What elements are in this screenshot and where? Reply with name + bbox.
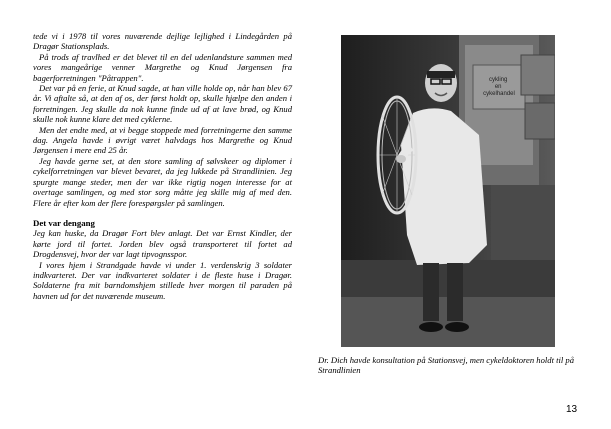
- paragraph-1: tede vi i 1978 til vores nuværende dejlige lejlighed i Lindegården på Dragør Stationsplads.: [33, 31, 292, 52]
- paragraph-3: Det var på en ferie, at Knud sagde, at han ville holde op, når han blev 67 år. Vi aftalte så, at den af os, der først holdt op, skulle hjælpe den anden i forretningen. Jeg skulle da nok kunne finde ud af at lave brød, og Knud skulle nok kunne klare det med cyklerne.: [33, 83, 292, 125]
- section-heading: Det var dengang: [33, 217, 95, 228]
- paragraph-5: Jeg havde gerne set, at den store samling af sølvskeer og diplomer i cykelforretningen var blevet bevaret, da jeg lukkede på Strandlinien. Jeg spurgte mange steder, men der var ikke rigtig nogen interesse for at overtage samlingen, og med stor sorg måtte jeg skille mig af med den. Flere år efter kom der flere forespørgsler på samlingen.: [33, 155, 292, 208]
- bicycle-doctor-photo: [341, 35, 555, 347]
- paragraph-6: Jeg kan huske, da Dragør Fort blev anlagt. Det var Ernst Kindler, der kørte jord til fortet. Jorden blev også transporteret til fortet ad Drogdensvej, hvor der var lagt tipvognsspor.: [33, 228, 292, 260]
- paragraph-4: Men det endte med, at vi begge stoppede med forretningerne den samme dag. Angela havde i øvrigt været halvdags hos Margrethe og Knud Jørgensen i mere end 25 år.: [33, 124, 292, 156]
- page-number: 13: [566, 404, 578, 415]
- left-text-column: [33, 31, 292, 301]
- photo-illustration: [341, 35, 555, 347]
- photo-caption: Dr. Dich havde konsultation på Stationsvej, men cykeldoktoren holdt til på Strandlinien: [318, 355, 575, 376]
- paragraph-2: På trods af travlhed er det blevet til en del udenlandsture sammen med vores mangeårige venner Margrethe og Knud Jørgensen fra bagerforretningen "Påtrappen".: [33, 51, 292, 83]
- paragraph-7: I vores hjem i Strandgade havde vi under 1. verdenskrig 3 soldater indkvarteret. Der var indkvarteret soldater i de fleste huse i Dragør. Soldaterne fra mit barndomshjem stillede hver morgen til paraden på havnen ud for det nuværende museum.: [33, 259, 292, 301]
- shop-sign-text: cykling en cykelhandel: [483, 77, 515, 97]
